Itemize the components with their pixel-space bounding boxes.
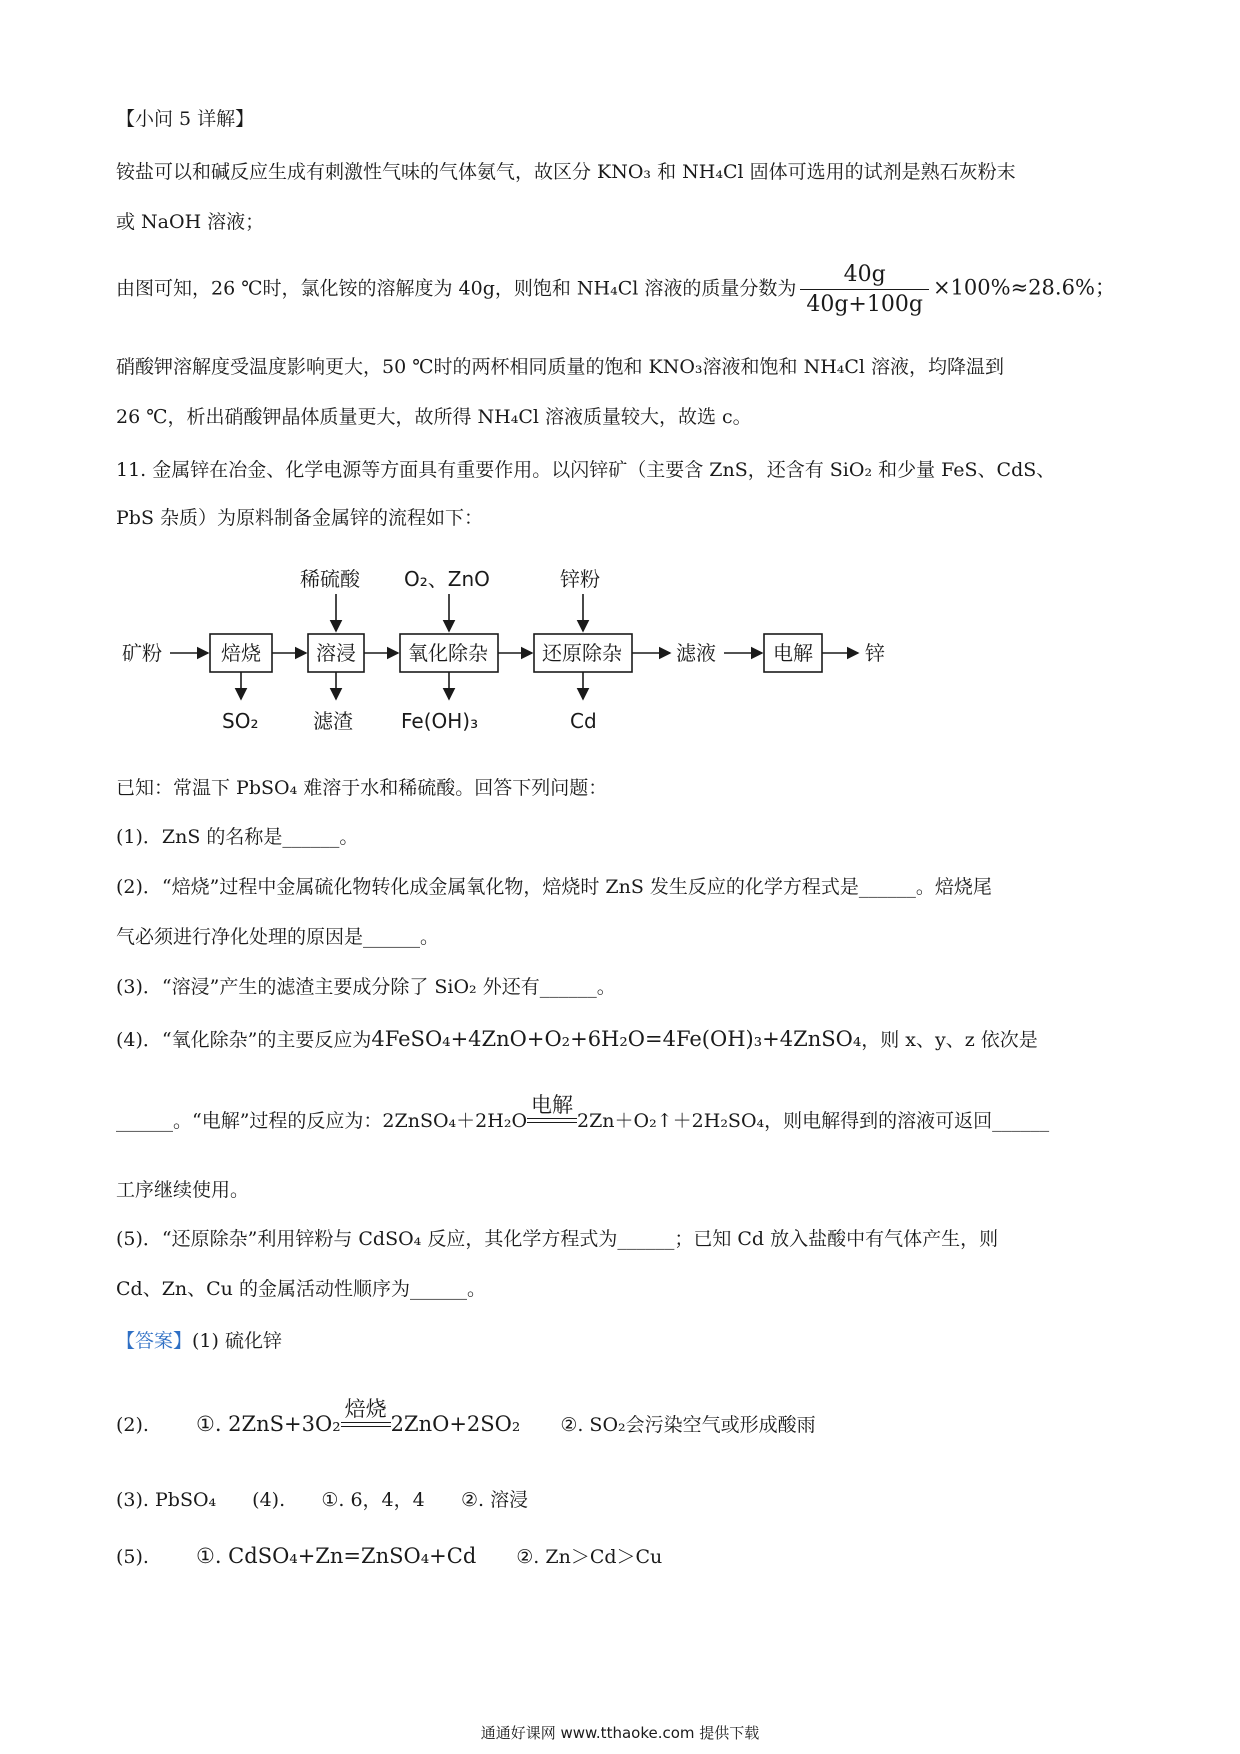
answer-1: (1) 硫化锌 [192,1330,282,1352]
sub-question-4 [116,1025,1038,1052]
answer-line-1 [116,1326,282,1353]
text: ______。“电解”过程的反应为：2ZnSO₄＋2H₂O [116,1110,528,1132]
text: (4)．“氧化除杂”的主要反应为 [116,1029,372,1051]
reaction-condition [341,1397,391,1436]
question-intro: PbS 杂质）为原料制备金属锌的流程如下： [116,507,484,529]
page-footer: 通通好课网 www.tthaoke.com 提供下载 [480,1724,760,1742]
flow-filtrate: 滤液 [676,641,716,665]
sub-question-5: (5)．“还原除杂”利用锌粉与 CdSO₄ 反应，其化学方程式为______；已知 Cd 放入盐酸中有气体产生，则 [116,1228,999,1250]
sub-question-2-cont: 气必须进行净化处理的原因是______。 [116,926,440,948]
process-flow-diagram [110,556,930,746]
question-intro: 11. 金属锌在冶金、化学电源等方面具有重要作用。以闪锌矿（主要含 ZnS，还含有 SiO₂ 和少量 FeS、CdS、 [116,459,1056,481]
answer-5-order: ②. Zn＞Cd＞Cu [516,1546,663,1568]
answer-line-3 [116,1485,528,1512]
fraction [800,262,929,317]
step-label-reduce: 还原除杂 [542,641,622,665]
text: ，则 x、y、z 依次是 [861,1029,1038,1051]
paragraph: 或 NaOH 溶液； [116,211,265,233]
sub-question-4-cont: 工序继续使用。 [116,1179,250,1201]
sub-question-1: (1)．ZnS 的名称是______。 [116,826,359,848]
fraction-numerator: 40g [800,262,929,290]
reagent-zinc-powder: 锌粉 [560,567,600,591]
answer-number: (2). [116,1414,149,1436]
paragraph-with-fraction [116,262,1116,317]
text: 由图可知，26 ℃时，氯化铵的溶解度为 40g，则饱和 NH₄Cl 溶液的质量分数为 [116,277,797,300]
answer-line-2 [116,1397,816,1437]
text: 2Zn＋O₂↑＋2H₂SO₄，则电解得到的溶液可返回______ [577,1110,1050,1132]
step-label-leach: 溶浸 [316,641,356,665]
known-condition: 已知：常温下 PbSO₄ 难溶于水和稀硫酸。回答下列问题： [116,777,608,799]
answer-2-equation: ①. 2ZnS+3O₂ [196,1412,341,1436]
reagent-o2-zno: O₂、ZnO [404,567,490,591]
answer-number: (5). [116,1546,149,1568]
text: ×100%≈28.6%； [932,275,1116,300]
output-residue: 滤渣 [313,709,353,733]
output-feoh3: Fe(OH)₃ [401,709,479,733]
output-so2: SO₂ [222,709,259,733]
condition-label: 电解 [531,1093,574,1117]
chemical-equation: 4FeSO₄+4ZnO+O₂+6H₂O=4Fe(OH)₃+4ZnSO₄ [371,1027,862,1051]
step-label-roast: 焙烧 [221,641,261,665]
answer-4: (4). ①. 6，4，4 ②. 溶浸 [252,1489,529,1511]
sub-question-5-cont: Cd、Zn、Cu 的金属活动性顺序为______。 [116,1278,486,1300]
condition-label: 焙烧 [344,1397,387,1421]
sub-question-2: (2)．“焙烧”过程中金属硫化物转化成金属氧化物，焙烧时 ZnS 发生反应的化学方程式是______。焙烧尾 [116,876,992,898]
answer-label: 【答案】 [116,1330,193,1352]
paragraph: 铵盐可以和碱反应生成有刺激性气味的气体氨气，故区分 KNO₃ 和 NH₄Cl 固体可选用的试剂是熟石灰粉末 [116,161,1016,183]
answer-line-5 [116,1542,662,1569]
answer-2-equation: 2ZnO+2SO₂ [390,1412,521,1436]
flow-product: 锌 [865,641,885,665]
answer-3: (3). PbSO₄ [116,1489,217,1511]
paragraph: 26 ℃，析出硝酸钾晶体质量更大，故所得 NH₄Cl 溶液质量较大，故选 c。 [116,406,752,428]
section-heading: 【小问 5 详解】 [116,108,255,130]
answer-2-reason: ②. SO₂会污染空气或形成酸雨 [560,1414,816,1436]
reagent-dilute-h2so4: 稀硫酸 [300,567,360,591]
fraction-denominator: 40g+100g [806,292,923,317]
step-label-electrolysis: 电解 [773,641,813,665]
answer-5-equation: ①. CdSO₄+Zn=ZnSO₄+Cd [196,1544,477,1568]
sub-question-4-cont [116,1093,1050,1133]
flow-input: 矿粉 [122,641,162,665]
paragraph: 硝酸钾溶解度受温度影响更大，50 ℃时的两杯相同质量的饱和 KNO₃溶液和饱和 NH₄Cl 溶液，均降温到 [116,356,1005,378]
step-label-oxidize: 氧化除杂 [408,641,488,665]
output-cd: Cd [570,709,597,733]
sub-question-3: (3)．“溶浸”产生的滤渣主要成分除了 SiO₂ 外还有______。 [116,976,616,998]
reaction-condition [527,1093,577,1132]
